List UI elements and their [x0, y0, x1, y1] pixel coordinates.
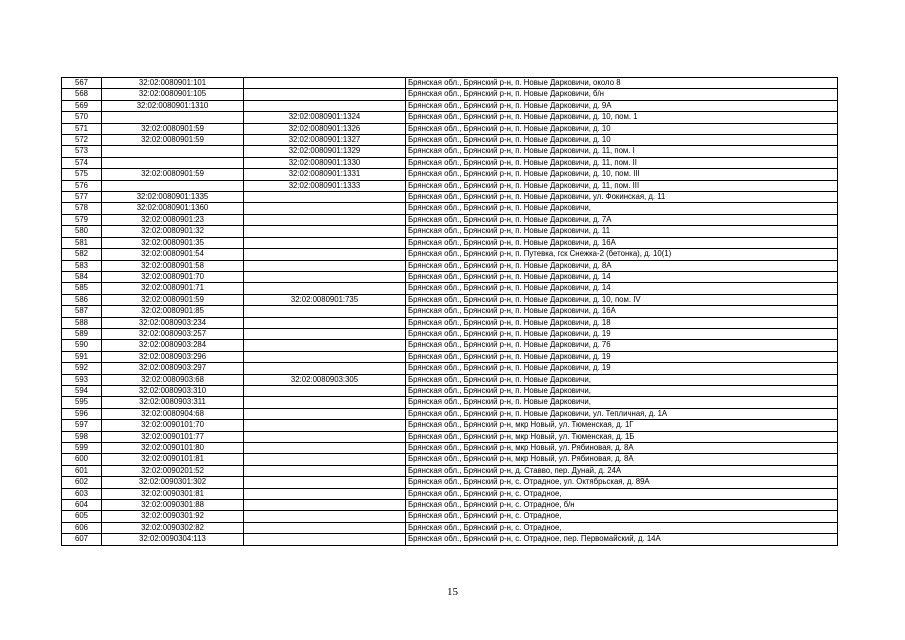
row-number-cell: 575 — [62, 169, 102, 180]
address-cell: Брянская обл., Брянский р-н, п. Новые Дарковичи, д. 16А — [406, 306, 838, 317]
table-row — [62, 283, 838, 294]
cadastral-number-cell: 32:02:0080903:310 — [102, 385, 244, 396]
row-number-cell: 593 — [62, 374, 102, 385]
related-cadastral-number-cell — [244, 283, 406, 294]
table-row — [62, 237, 838, 248]
cadastral-number-cell: 32:02:0080904:68 — [102, 408, 244, 419]
cadastral-number-cell: 32:02:0080901:70 — [102, 271, 244, 282]
table-row — [62, 203, 838, 214]
row-number-cell: 573 — [62, 146, 102, 157]
table-row — [62, 214, 838, 225]
related-cadastral-number-cell — [244, 306, 406, 317]
related-cadastral-number-cell — [244, 328, 406, 339]
address-cell: Брянская обл., Брянский р-н, п. Новые Дарковичи, д. 11 — [406, 226, 838, 237]
cadastral-number-cell: 32:02:0090301:92 — [102, 511, 244, 522]
table-row — [62, 431, 838, 442]
cadastral-number-cell: 32:02:0080903:68 — [102, 374, 244, 385]
address-cell: Брянская обл., Брянский р-н, п. Новые Дарковичи, д. 7А — [406, 214, 838, 225]
row-number-cell: 585 — [62, 283, 102, 294]
table-row — [62, 100, 838, 111]
related-cadastral-number-cell — [244, 454, 406, 465]
related-cadastral-number-cell — [244, 431, 406, 442]
cadastral-number-cell: 32:02:0080903:257 — [102, 328, 244, 339]
address-cell: Брянская обл., Брянский р-н, п. Новые Дарковичи, д. 11, пом. II — [406, 157, 838, 168]
table-row — [62, 488, 838, 499]
page-number: 15 — [447, 586, 458, 598]
table-row — [62, 317, 838, 328]
cadastral-number-cell: 32:02:0080903:311 — [102, 397, 244, 408]
row-number-cell: 568 — [62, 89, 102, 100]
address-cell: Брянская обл., Брянский р-н, п. Новые Дарковичи, д. 11, пом. III — [406, 180, 838, 191]
address-cell: Брянская обл., Брянский р-н, п. Новые Дарковичи, около 8 — [406, 78, 838, 89]
address-cell: Брянская обл., Брянский р-н, п. Новые Дарковичи, д. 76 — [406, 340, 838, 351]
related-cadastral-number-cell — [244, 89, 406, 100]
table-row — [62, 112, 838, 123]
address-cell: Брянская обл., Брянский р-н, п. Новые Дарковичи, д. 14 — [406, 283, 838, 294]
row-number-cell: 582 — [62, 249, 102, 260]
address-cell: Брянская обл., Брянский р-н, п. Новые Дарковичи, д. 10, пом. IV — [406, 294, 838, 305]
cadastral-number-cell: 32:02:0080901:35 — [102, 237, 244, 248]
cadastral-number-cell — [102, 146, 244, 157]
row-number-cell: 604 — [62, 500, 102, 511]
cadastral-number-cell: 32:02:0080901:59 — [102, 169, 244, 180]
row-number-cell: 603 — [62, 488, 102, 499]
address-cell: Брянская обл., Брянский р-н, п. Новые Дарковичи, — [406, 385, 838, 396]
table-row — [62, 169, 838, 180]
related-cadastral-number-cell — [244, 363, 406, 374]
address-cell: Брянская обл., Брянский р-н, п. Новые Дарковичи, д. 11, пом. I — [406, 146, 838, 157]
table-row — [62, 157, 838, 168]
cadastral-number-cell: 32:02:0080901:58 — [102, 260, 244, 271]
row-number-cell: 577 — [62, 192, 102, 203]
row-number-cell: 594 — [62, 385, 102, 396]
related-cadastral-number-cell — [244, 477, 406, 488]
related-cadastral-number-cell — [244, 317, 406, 328]
table-row — [62, 522, 838, 533]
table-row — [62, 306, 838, 317]
address-cell: Брянская обл., Брянский р-н, п. Новые Дарковичи, д. 19 — [406, 328, 838, 339]
row-number-cell: 599 — [62, 443, 102, 454]
cadastral-number-cell: 32:02:0090304:113 — [102, 534, 244, 545]
row-number-cell: 578 — [62, 203, 102, 214]
row-number-cell: 607 — [62, 534, 102, 545]
cadastral-number-cell: 32:02:0090301:302 — [102, 477, 244, 488]
cadastral-table — [61, 77, 838, 546]
row-number-cell: 605 — [62, 511, 102, 522]
cadastral-number-cell — [102, 157, 244, 168]
related-cadastral-number-cell — [244, 534, 406, 545]
address-cell: Брянская обл., Брянский р-н, мкр Новый, ул. Рябиновая, д. 8А — [406, 454, 838, 465]
cadastral-number-cell: 32:02:0080901:54 — [102, 249, 244, 260]
address-cell: Брянская обл., Брянский р-н, с. Отрадное, — [406, 488, 838, 499]
table-row — [62, 271, 838, 282]
cadastral-number-cell: 32:02:0080901:105 — [102, 89, 244, 100]
related-cadastral-number-cell — [244, 192, 406, 203]
related-cadastral-number-cell — [244, 203, 406, 214]
related-cadastral-number-cell — [244, 340, 406, 351]
cadastral-number-cell: 32:02:0080901:59 — [102, 135, 244, 146]
document-table-container — [61, 77, 838, 546]
related-cadastral-number-cell: 32:02:0080901:1331 — [244, 169, 406, 180]
table-row — [62, 534, 838, 545]
cadastral-number-cell: 32:02:0080903:234 — [102, 317, 244, 328]
related-cadastral-number-cell — [244, 78, 406, 89]
cadastral-number-cell: 32:02:0080901:1360 — [102, 203, 244, 214]
related-cadastral-number-cell — [244, 100, 406, 111]
related-cadastral-number-cell — [244, 443, 406, 454]
table-row — [62, 260, 838, 271]
related-cadastral-number-cell — [244, 214, 406, 225]
table-row — [62, 351, 838, 362]
cadastral-number-cell: 32:02:0080901:59 — [102, 123, 244, 134]
table-row — [62, 385, 838, 396]
related-cadastral-number-cell — [244, 237, 406, 248]
related-cadastral-number-cell — [244, 408, 406, 419]
address-cell: Брянская обл., Брянский р-н, п. Новые Дарковичи, — [406, 397, 838, 408]
address-cell: Брянская обл., Брянский р-н, п. Новые Дарковичи, ул. Тепличная, д. 1А — [406, 408, 838, 419]
cadastral-number-cell: 32:02:0080901:85 — [102, 306, 244, 317]
row-number-cell: 591 — [62, 351, 102, 362]
row-number-cell: 580 — [62, 226, 102, 237]
address-cell: Брянская обл., Брянский р-н, с. Отрадное, — [406, 511, 838, 522]
cadastral-number-cell — [102, 180, 244, 191]
row-number-cell: 590 — [62, 340, 102, 351]
row-number-cell: 571 — [62, 123, 102, 134]
row-number-cell: 572 — [62, 135, 102, 146]
related-cadastral-number-cell: 32:02:0080901:1327 — [244, 135, 406, 146]
address-cell: Брянская обл., Брянский р-н, п. Новые Дарковичи, ул. Фокинская, д. 11 — [406, 192, 838, 203]
cadastral-number-cell: 32:02:0090301:81 — [102, 488, 244, 499]
address-cell: Брянская обл., Брянский р-н, мкр Новый, ул. Тюменская, д. 1Б — [406, 431, 838, 442]
row-number-cell: 596 — [62, 408, 102, 419]
related-cadastral-number-cell — [244, 271, 406, 282]
row-number-cell: 583 — [62, 260, 102, 271]
cadastral-number-cell: 32:02:0080901:32 — [102, 226, 244, 237]
related-cadastral-number-cell — [244, 249, 406, 260]
address-cell: Брянская обл., Брянский р-н, с. Отрадное, — [406, 522, 838, 533]
cadastral-number-cell: 32:02:0080901:59 — [102, 294, 244, 305]
table-row — [62, 146, 838, 157]
table-row — [62, 123, 838, 134]
address-cell: Брянская обл., Брянский р-н, мкр Новый, ул. Рябиновая, д. 8А — [406, 443, 838, 454]
address-cell: Брянская обл., Брянский р-н, п. Новые Дарковичи, д. 10, пом. 1 — [406, 112, 838, 123]
cadastral-number-cell: 32:02:0080901:1335 — [102, 192, 244, 203]
related-cadastral-number-cell — [244, 420, 406, 431]
row-number-cell: 581 — [62, 237, 102, 248]
related-cadastral-number-cell: 32:02:0080901:1329 — [244, 146, 406, 157]
table-row — [62, 408, 838, 419]
address-cell: Брянская обл., Брянский р-н, п. Новые Дарковичи, — [406, 374, 838, 385]
address-cell: Брянская обл., Брянский р-н, п. Новые Дарковичи, д. 8А — [406, 260, 838, 271]
cadastral-number-cell: 32:02:0080903:296 — [102, 351, 244, 362]
table-row — [62, 511, 838, 522]
table-row — [62, 89, 838, 100]
table-row — [62, 500, 838, 511]
related-cadastral-number-cell: 32:02:0080901:1333 — [244, 180, 406, 191]
related-cadastral-number-cell: 32:02:0080901:1330 — [244, 157, 406, 168]
row-number-cell: 584 — [62, 271, 102, 282]
row-number-cell: 595 — [62, 397, 102, 408]
address-cell: Брянская обл., Брянский р-н, п. Новые Дарковичи, д. 18 — [406, 317, 838, 328]
row-number-cell: 597 — [62, 420, 102, 431]
address-cell: Брянская обл., Брянский р-н, п. Новые Дарковичи, д. 10 — [406, 123, 838, 134]
related-cadastral-number-cell — [244, 226, 406, 237]
table-row — [62, 294, 838, 305]
address-cell: Брянская обл., Брянский р-н, п. Новые Дарковичи, д. 19 — [406, 363, 838, 374]
cadastral-number-cell: 32:02:0090301:88 — [102, 500, 244, 511]
table-row — [62, 226, 838, 237]
table-row — [62, 249, 838, 260]
table-row — [62, 192, 838, 203]
related-cadastral-number-cell: 32:02:0080901:735 — [244, 294, 406, 305]
table-row — [62, 420, 838, 431]
table-row — [62, 135, 838, 146]
row-number-cell: 574 — [62, 157, 102, 168]
table-row — [62, 374, 838, 385]
row-number-cell: 606 — [62, 522, 102, 533]
address-cell: Брянская обл., Брянский р-н, п. Путевка, гск Снежка-2 (бетонка), д. 10(1) — [406, 249, 838, 260]
address-cell: Брянская обл., Брянский р-н, п. Новые Дарковичи, д. 19 — [406, 351, 838, 362]
table-row — [62, 443, 838, 454]
table-body — [62, 78, 838, 546]
row-number-cell: 600 — [62, 454, 102, 465]
related-cadastral-number-cell — [244, 522, 406, 533]
address-cell: Брянская обл., Брянский р-н, п. Новые Дарковичи, д. 14 — [406, 271, 838, 282]
address-cell: Брянская обл., Брянский р-н, с. Отрадное, б/н — [406, 500, 838, 511]
table-row — [62, 397, 838, 408]
cadastral-number-cell: 32:02:0080901:23 — [102, 214, 244, 225]
cadastral-number-cell: 32:02:0090101:70 — [102, 420, 244, 431]
related-cadastral-number-cell — [244, 511, 406, 522]
row-number-cell: 602 — [62, 477, 102, 488]
address-cell: Брянская обл., Брянский р-н, п. Новые Дарковичи, д. 9А — [406, 100, 838, 111]
cadastral-number-cell: 32:02:0090302:82 — [102, 522, 244, 533]
row-number-cell: 567 — [62, 78, 102, 89]
address-cell: Брянская обл., Брянский р-н, мкр Новый, ул. Тюменская, д. 1Г — [406, 420, 838, 431]
related-cadastral-number-cell: 32:02:0080901:1324 — [244, 112, 406, 123]
cadastral-number-cell: 32:02:0080901:101 — [102, 78, 244, 89]
address-cell: Брянская обл., Брянский р-н, п. Новые Дарковичи, д. 10, пом. III — [406, 169, 838, 180]
table-row — [62, 180, 838, 191]
address-cell: Брянская обл., Брянский р-н, д. Ставво, пер. Дунай, д. 24А — [406, 465, 838, 476]
related-cadastral-number-cell — [244, 397, 406, 408]
row-number-cell: 598 — [62, 431, 102, 442]
related-cadastral-number-cell: 32:02:0080901:1326 — [244, 123, 406, 134]
related-cadastral-number-cell — [244, 465, 406, 476]
row-number-cell: 569 — [62, 100, 102, 111]
address-cell: Брянская обл., Брянский р-н, п. Новые Дарковичи, д. 16А — [406, 237, 838, 248]
related-cadastral-number-cell: 32:02:0080903:305 — [244, 374, 406, 385]
row-number-cell: 570 — [62, 112, 102, 123]
table-row — [62, 465, 838, 476]
row-number-cell: 588 — [62, 317, 102, 328]
row-number-cell: 586 — [62, 294, 102, 305]
row-number-cell: 579 — [62, 214, 102, 225]
table-row — [62, 454, 838, 465]
related-cadastral-number-cell — [244, 351, 406, 362]
cadastral-number-cell: 32:02:0080903:284 — [102, 340, 244, 351]
table-row — [62, 340, 838, 351]
related-cadastral-number-cell — [244, 500, 406, 511]
cadastral-number-cell: 32:02:0090201:52 — [102, 465, 244, 476]
table-row — [62, 363, 838, 374]
related-cadastral-number-cell — [244, 488, 406, 499]
row-number-cell: 601 — [62, 465, 102, 476]
table-row — [62, 328, 838, 339]
address-cell: Брянская обл., Брянский р-н, п. Новые Дарковичи, д. 10 — [406, 135, 838, 146]
cadastral-number-cell: 32:02:0090101:81 — [102, 454, 244, 465]
address-cell: Брянская обл., Брянский р-н, с. Отрадное, пер. Первомайский, д. 14А — [406, 534, 838, 545]
cadastral-number-cell: 32:02:0080901:1310 — [102, 100, 244, 111]
address-cell: Брянская обл., Брянский р-н, п. Новые Дарковичи, — [406, 203, 838, 214]
cadastral-number-cell: 32:02:0090101:80 — [102, 443, 244, 454]
row-number-cell: 592 — [62, 363, 102, 374]
cadastral-number-cell: 32:02:0080901:71 — [102, 283, 244, 294]
related-cadastral-number-cell — [244, 385, 406, 396]
row-number-cell: 589 — [62, 328, 102, 339]
address-cell: Брянская обл., Брянский р-н, п. Новые Дарковичи, б/н — [406, 89, 838, 100]
related-cadastral-number-cell — [244, 260, 406, 271]
row-number-cell: 576 — [62, 180, 102, 191]
cadastral-number-cell: 32:02:0080903:297 — [102, 363, 244, 374]
table-row — [62, 78, 838, 89]
row-number-cell: 587 — [62, 306, 102, 317]
cadastral-number-cell: 32:02:0090101:77 — [102, 431, 244, 442]
table-row — [62, 477, 838, 488]
cadastral-number-cell — [102, 112, 244, 123]
address-cell: Брянская обл., Брянский р-н, с. Отрадное, ул. Октябрьская, д. 89А — [406, 477, 838, 488]
